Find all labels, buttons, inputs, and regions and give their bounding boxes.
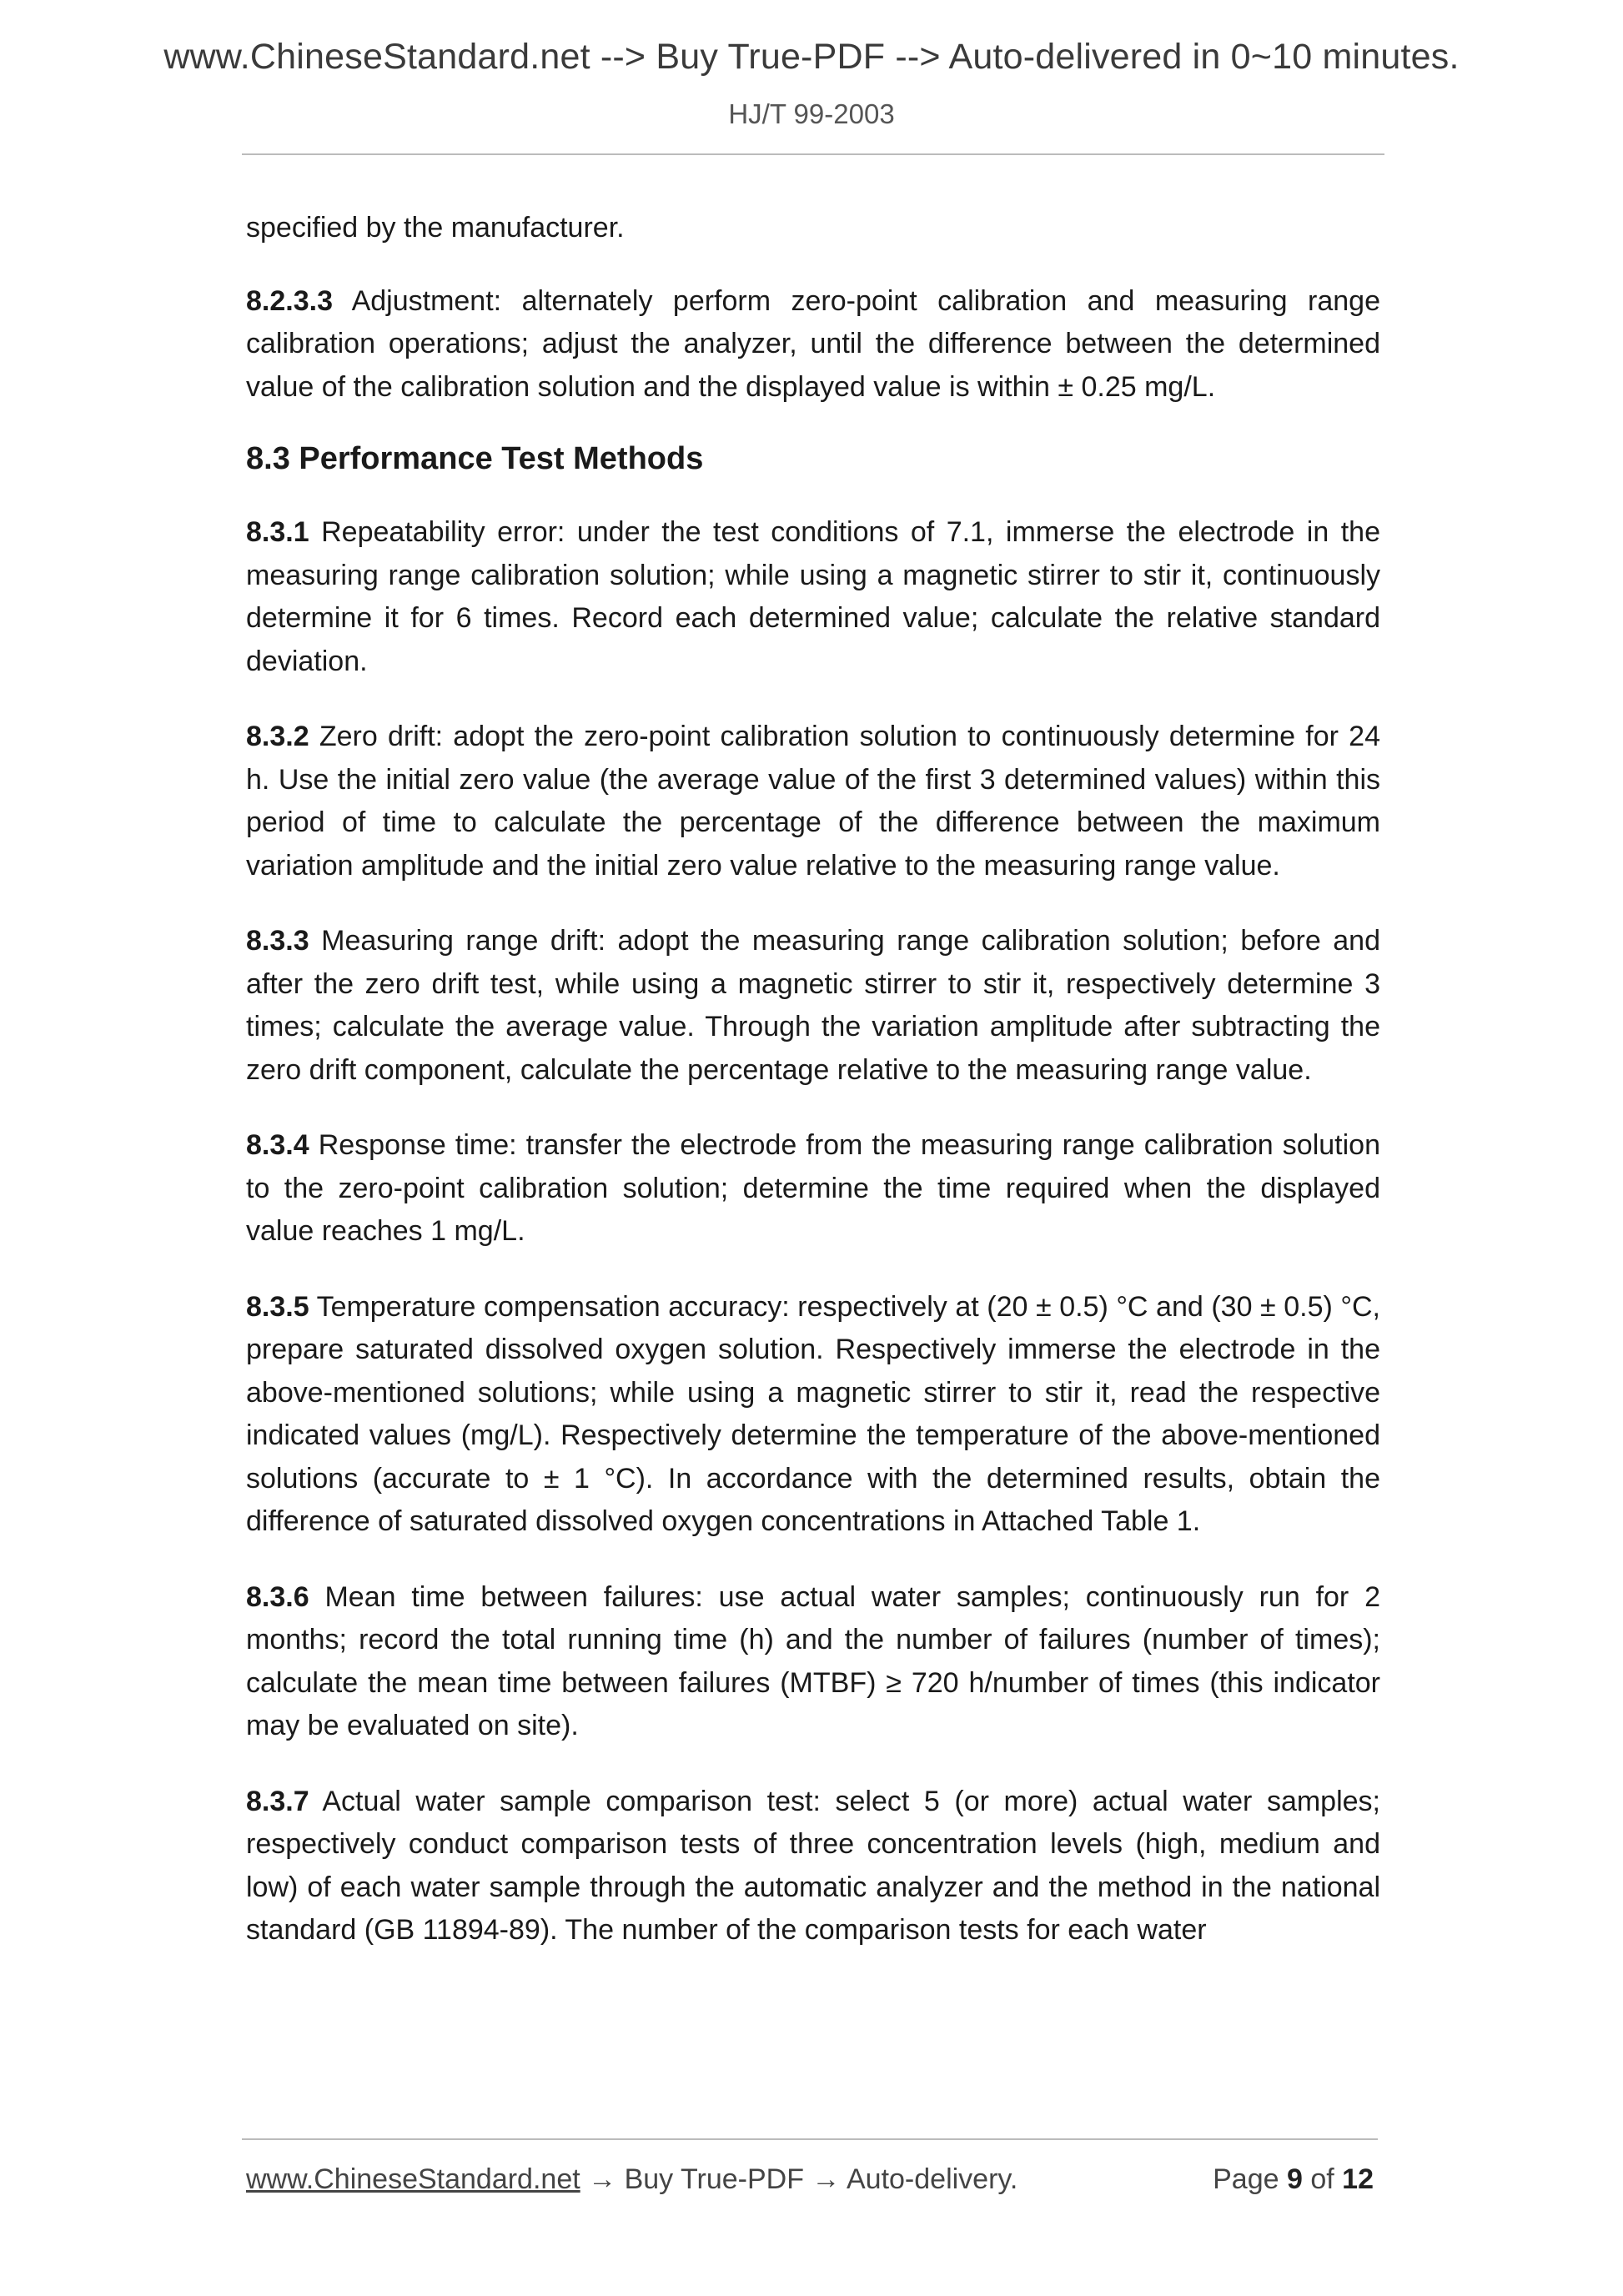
clause-text: Measuring range drift: adopt the measuring range calibration solution; before and after the zero drift test, while using a magnetic stirrer to stir it, respectively determine 3 times; calculate the average value. Through the variation amplitude after subtracting the zero drift component, calculate the percentage relative to the measuring range value.	[246, 925, 1380, 1086]
clause-8-3-1	[246, 511, 1380, 683]
clause-8-3-5	[246, 1286, 1380, 1544]
page-indicator	[1213, 2163, 1374, 2196]
footer-left	[246, 2163, 1018, 2196]
clause-text: Temperature compensation accuracy: respectively at (20 ± 0.5) °C and (30 ± 0.5) °C, prepare saturated dissolved oxygen solution. Respectively immerse the electrode in the above-mentioned solutions; while using a magnetic stirrer to stir it, read the respective indicated values (mg/L). Respectively determine the temperature of the above-mentioned solutions (accurate to ± 1 °C). In accordance with the determined results, obtain the difference of saturated dissolved oxygen concentrations in Attached Table 1.	[246, 1290, 1380, 1537]
clause-number: 8.3.7	[246, 1785, 309, 1817]
clause-number: 8.2.3.3	[246, 284, 333, 317]
footer-divider	[242, 2138, 1378, 2140]
clause-8-3-4	[246, 1124, 1380, 1254]
of-word: of	[1310, 2163, 1334, 2195]
paragraph-text: specified by the manufacturer.	[246, 212, 625, 244]
current-page-number: 9	[1286, 2163, 1303, 2195]
clause-8-3-7	[246, 1781, 1380, 1952]
clause-number: 8.3.6	[246, 1580, 309, 1613]
clause-8-3-3	[246, 920, 1380, 1092]
clause-text: Zero drift: adopt the zero-point calibration solution to continuously determine for 24 h. Use the initial zero value (the average value of the first 3 determined values) within this period of time to calculate the percentage of the difference between the maximum variation amplitude and the initial zero value relative to the measuring range value.	[246, 721, 1380, 882]
clause-number: 8.3.4	[246, 1129, 309, 1161]
site-link[interactable]: www.ChineseStandard.net	[246, 2163, 580, 2195]
clause-number: 8.3.1	[246, 516, 309, 548]
clause-text: Mean time between failures: use actual water samples; continuously run for 2 months; record the total running time (h) and the number of failures (number of times); calculate the mean time between failures (MTBF) ≥ 720 h/number of times (this indicator may be evaluated on site).	[246, 1580, 1380, 1741]
section-heading-8-3: 8.3 Performance Test Methods	[246, 441, 704, 476]
clause-8-3-2	[246, 716, 1380, 887]
clause-number: 8.3.3	[246, 925, 309, 957]
document-number: HJ/T 99-2003	[728, 98, 895, 129]
header-divider	[242, 153, 1384, 155]
paragraph-continuation	[246, 207, 1380, 250]
clause-text: Actual water sample comparison test: select 5 (or more) actual water samples; respectively conduct comparison tests of three concentration levels (high, medium and low) of each water sample through the automatic analyzer and the method in the national standard (GB 11894-89). The number of the comparison tests for each water	[246, 1785, 1380, 1946]
clause-8-2-3-3	[246, 280, 1380, 409]
clause-text: Repeatability error: under the test conditions of 7.1, immerse the electrode in the measuring range calibration solution; while using a magnetic stirrer to stir it, continuously determine it for 6 times. Record each determined value; calculate the relative standard deviation.	[246, 516, 1380, 677]
page-word: Page	[1213, 2163, 1279, 2195]
page-content	[246, 207, 1380, 1985]
footer-tagline: → Buy True-PDF → Auto-delivery.	[580, 2163, 1018, 2195]
clause-number: 8.3.2	[246, 721, 309, 752]
total-page-count: 12	[1342, 2163, 1374, 2195]
clause-text: Response time: transfer the electrode from the measuring range calibration solution to the zero-point calibration solution; determine the time required when the displayed value reaches 1 mg/L.	[246, 1129, 1380, 1247]
clause-number: 8.3.5	[246, 1290, 309, 1323]
clause-8-3-6	[246, 1576, 1380, 1748]
site-banner: www.ChineseStandard.net --> Buy True-PDF --> Auto-delivered in 0~10 minutes.	[163, 37, 1460, 77]
clause-text: Adjustment: alternately perform zero-point calibration and measuring range calibration operations; adjust the analyzer, until the difference between the determined value of the calibration solution and the displayed value is within ± 0.25 mg/L.	[246, 284, 1380, 403]
